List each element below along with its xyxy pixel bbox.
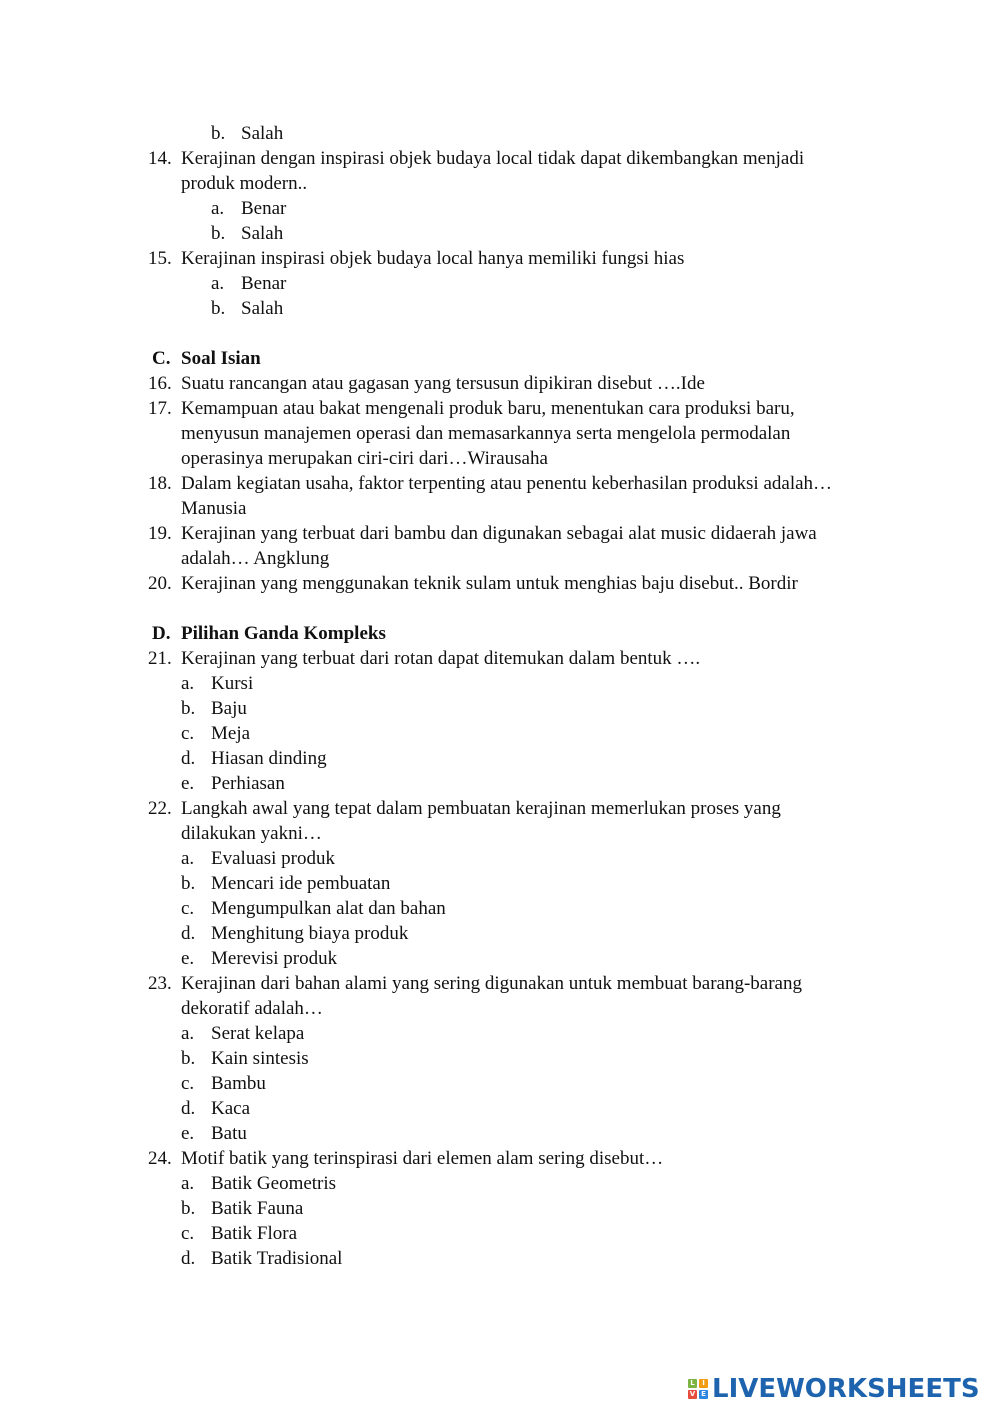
question-16 (0, 371, 999, 396)
option-text: Bambu (211, 1073, 266, 1094)
q15-option-b (0, 296, 999, 321)
q21-option-e (0, 771, 999, 796)
question-text: Motif batik yang terinspirasi dari elemen alam sering disebut… (181, 1148, 664, 1169)
question-22 (0, 796, 999, 821)
section-title: Soal Isian (181, 348, 261, 369)
q21-option-c (0, 721, 999, 746)
option-text: Serat kelapa (211, 1023, 305, 1044)
logo-letter-i: I (699, 1379, 708, 1388)
option-label: d. (181, 923, 196, 944)
q14-option-b (0, 221, 999, 246)
option-label: c. (181, 1073, 195, 1094)
q23-option-e (0, 1121, 999, 1146)
q21-option-d (0, 746, 999, 771)
question-text: Dalam kegiatan usaha, faktor terpenting atau penentu keberhasilan produksi adalah… (181, 473, 833, 494)
option-text: Batik Geometris (211, 1173, 337, 1194)
option-text: Mencari ide pembuatan (211, 873, 391, 894)
option-text: Kursi (211, 673, 254, 694)
question-15 (0, 246, 999, 271)
question-number: 19. (148, 523, 172, 544)
option-label: d. (181, 1248, 196, 1269)
option-text: Kain sintesis (211, 1048, 309, 1069)
question-17-cont (0, 446, 999, 471)
option-text: Salah (241, 123, 284, 144)
question-text: Kerajinan yang menggunakan teknik sulam untuk menghias baju disebut.. Bordir (181, 573, 798, 594)
q23-option-b (0, 1046, 999, 1071)
option-label: a. (181, 848, 195, 869)
question-21 (0, 646, 999, 671)
question-number: 21. (148, 648, 172, 669)
question-number: 24. (148, 1148, 172, 1169)
question-17 (0, 396, 999, 421)
question-20 (0, 571, 999, 596)
q22-option-b (0, 871, 999, 896)
option-label: e. (181, 948, 195, 969)
question-number: 15. (148, 248, 172, 269)
option-text: Benar (241, 273, 287, 294)
q24-option-a (0, 1171, 999, 1196)
question-text: Langkah awal yang tepat dalam pembuatan kerajinan memerlukan proses yang (181, 798, 781, 819)
question-text: dilakukan yakni… (181, 823, 322, 844)
option-label: a. (211, 273, 225, 294)
option-text: Batu (211, 1123, 247, 1144)
option-label: a. (181, 1173, 195, 1194)
question-text: dekoratif adalah… (181, 998, 323, 1019)
section-letter: D. (152, 623, 171, 644)
option-label: b. (211, 123, 226, 144)
question-text: produk modern.. (181, 173, 308, 194)
question-text: Kerajinan inspirasi objek budaya local hanya memiliki fungsi hias (181, 248, 685, 269)
option-label: b. (181, 698, 196, 719)
q22-option-a (0, 846, 999, 871)
question-text: operasinya merupakan ciri-ciri dari…Wirausaha (181, 448, 548, 469)
q24-option-d (0, 1246, 999, 1271)
option-text: Salah (241, 223, 284, 244)
option-label: a. (211, 198, 225, 219)
question-22-cont (0, 821, 999, 846)
question-23-cont (0, 996, 999, 1021)
option-text: Hiasan dinding (211, 748, 327, 769)
question-text: Kerajinan dari bahan alami yang sering digunakan untuk membuat barang-barang (181, 973, 802, 994)
logo-letter-v: V (689, 1390, 696, 1398)
question-number: 22. (148, 798, 172, 819)
logo-letter-e: E (699, 1390, 708, 1399)
option-label: b. (181, 873, 196, 894)
option-label: d. (181, 1098, 196, 1119)
q21-option-b (0, 696, 999, 721)
q22-option-e (0, 946, 999, 971)
section-c-heading (0, 346, 999, 371)
option-text: Batik Fauna (211, 1198, 304, 1219)
question-number: 18. (148, 473, 172, 494)
option-label: b. (211, 298, 226, 319)
option-label: a. (181, 673, 195, 694)
option-text: Menghitung biaya produk (211, 923, 409, 944)
q23-option-c (0, 1071, 999, 1096)
option-text: Merevisi produk (211, 948, 338, 969)
option-label: c. (181, 1223, 195, 1244)
option-label: b. (211, 223, 226, 244)
logo-grid-icon (688, 1379, 708, 1399)
question-text: menyusun manajemen operasi dan memasarkannya serta mengelola permodalan (181, 423, 791, 444)
question-text: adalah… Angklung (181, 548, 330, 569)
q22-option-d (0, 921, 999, 946)
liveworksheets-logo[interactable] (688, 1374, 980, 1404)
question-18 (0, 471, 999, 496)
option-label: c. (181, 898, 195, 919)
option-label: c. (181, 723, 195, 744)
question-19 (0, 521, 999, 546)
question-number: 23. (148, 973, 172, 994)
question-number: 20. (148, 573, 172, 594)
option-label: a. (181, 1023, 195, 1044)
option-text: Baju (211, 698, 247, 719)
q23-option-d (0, 1096, 999, 1121)
section-letter: C. (152, 348, 171, 369)
question-24 (0, 1146, 999, 1171)
option-label: e. (181, 1123, 195, 1144)
option-label: b. (181, 1048, 196, 1069)
logo-text: LIVEWORKSHEETS (712, 1374, 980, 1404)
question-number: 14. (148, 148, 172, 169)
option-text: Batik Tradisional (211, 1248, 343, 1269)
question-text: Manusia (181, 498, 247, 519)
q14-option-a (0, 196, 999, 221)
question-text: Kerajinan yang terbuat dari bambu dan digunakan sebagai alat music didaerah jawa (181, 523, 817, 544)
option-label: d. (181, 748, 196, 769)
question-text: Kerajinan dengan inspirasi objek budaya local tidak dapat dikembangkan menjadi (181, 148, 805, 169)
q23-option-a (0, 1021, 999, 1046)
q24-option-c (0, 1221, 999, 1246)
question-17-cont (0, 421, 999, 446)
option-label: e. (181, 773, 195, 794)
question-number: 16. (148, 373, 172, 394)
section-title: Pilihan Ganda Kompleks (181, 623, 386, 644)
q15-option-a (0, 271, 999, 296)
question-23 (0, 971, 999, 996)
question-text: Kerajinan yang terbuat dari rotan dapat ditemukan dalam bentuk …. (181, 648, 701, 669)
option-text: Kaca (211, 1098, 251, 1119)
q22-option-c (0, 896, 999, 921)
q21-option-a (0, 671, 999, 696)
option-label: b. (181, 1198, 196, 1219)
question-text: Suatu rancangan atau gagasan yang tersusun dipikiran disebut ….Ide (181, 373, 705, 394)
option-text: Batik Flora (211, 1223, 298, 1244)
question-19-cont (0, 546, 999, 571)
q13-option-b (0, 121, 999, 146)
question-number: 17. (148, 398, 172, 419)
question-14 (0, 146, 999, 171)
question-14-cont (0, 171, 999, 196)
option-text: Perhiasan (211, 773, 285, 794)
logo-letter-l: L (688, 1379, 697, 1388)
section-d-heading (0, 621, 999, 646)
option-text: Benar (241, 198, 287, 219)
question-18-cont (0, 496, 999, 521)
option-text: Mengumpulkan alat dan bahan (211, 898, 446, 919)
option-text: Evaluasi produk (211, 848, 336, 869)
question-text: Kemampuan atau bakat mengenali produk baru, menentukan cara produksi baru, (181, 398, 795, 419)
option-text: Salah (241, 298, 284, 319)
option-text: Meja (211, 723, 251, 744)
q24-option-b (0, 1196, 999, 1221)
